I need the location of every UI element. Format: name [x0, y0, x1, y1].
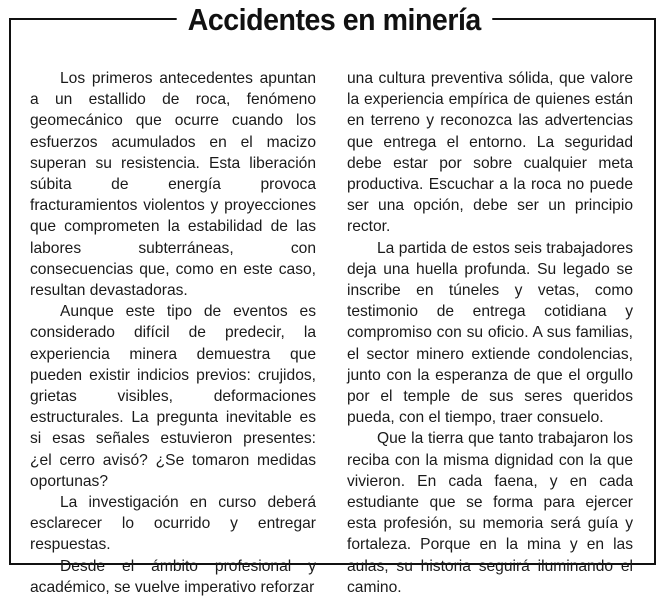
- left-column: [30, 68, 316, 598]
- paragraph: La investigación en curso deberá esclarecer lo ocurrido y entregar respuestas.: [30, 494, 316, 554]
- paragraph: Desde el ámbito profesional y académico, se vuelve imperativo reforzar: [30, 557, 316, 596]
- paragraph: Aunque este tipo de eventos es considerado difícil de predecir, la experiencia minera demuestra que pueden existir indicios previos: crujidos, grietas visibles, deformaciones estructurales. La pregunta inevitable es si esas señales estuvieron presentes: ¿el cerro avisó? ¿Se tomaron medidas oportunas?: [30, 303, 316, 490]
- right-column: [347, 68, 633, 598]
- paragraph: La partida de estos seis trabajadores deja una huella profunda. Su legado se inscribe en túneles y vetas, como testimonio de entrega cotidiana y compromiso con su oficio. A sus familias, el sector minero extiende condolencias, junto con la esperanza de que el orgullo por el temple de sus seres queridos pueda, con el tiempo, traer consuelo.: [347, 239, 633, 427]
- paragraph-continuation: una cultura preventiva sólida, que valore la experiencia empírica de quienes están en terreno y reconozca las advertencias que entrega el entorno. La seguridad debe estar por sobre cualquier meta productiva. Escuchar a la roca no puede ser una opción, debe ser un principio rector.: [347, 70, 633, 236]
- article-title: Accidentes en minería: [177, 2, 492, 38]
- title-bar: [0, 2, 669, 38]
- paragraph: Que la tierra que tanto trabajaron los reciba con la misma dignidad con la que vivieron. En cada faena, y en cada estudiante que se forma para ejercer esta profesión, su memoria será guía y fortaleza. Porque en la mina y en las aulas, su historia seguirá iluminando el camino.: [347, 430, 633, 596]
- paragraph: Los primeros antecedentes apuntan a un estallido de roca, fenómeno geomecánico que ocurre cuando los esfuerzos acumulados en el macizo superan su resistencia. Esta liberación súbita de energía provoca fracturamientos violentos y proyecciones que comprometen la estabilidad de las labores subterráneas, con consecuencias que, como en este caso, resultan devastadoras.: [30, 70, 316, 300]
